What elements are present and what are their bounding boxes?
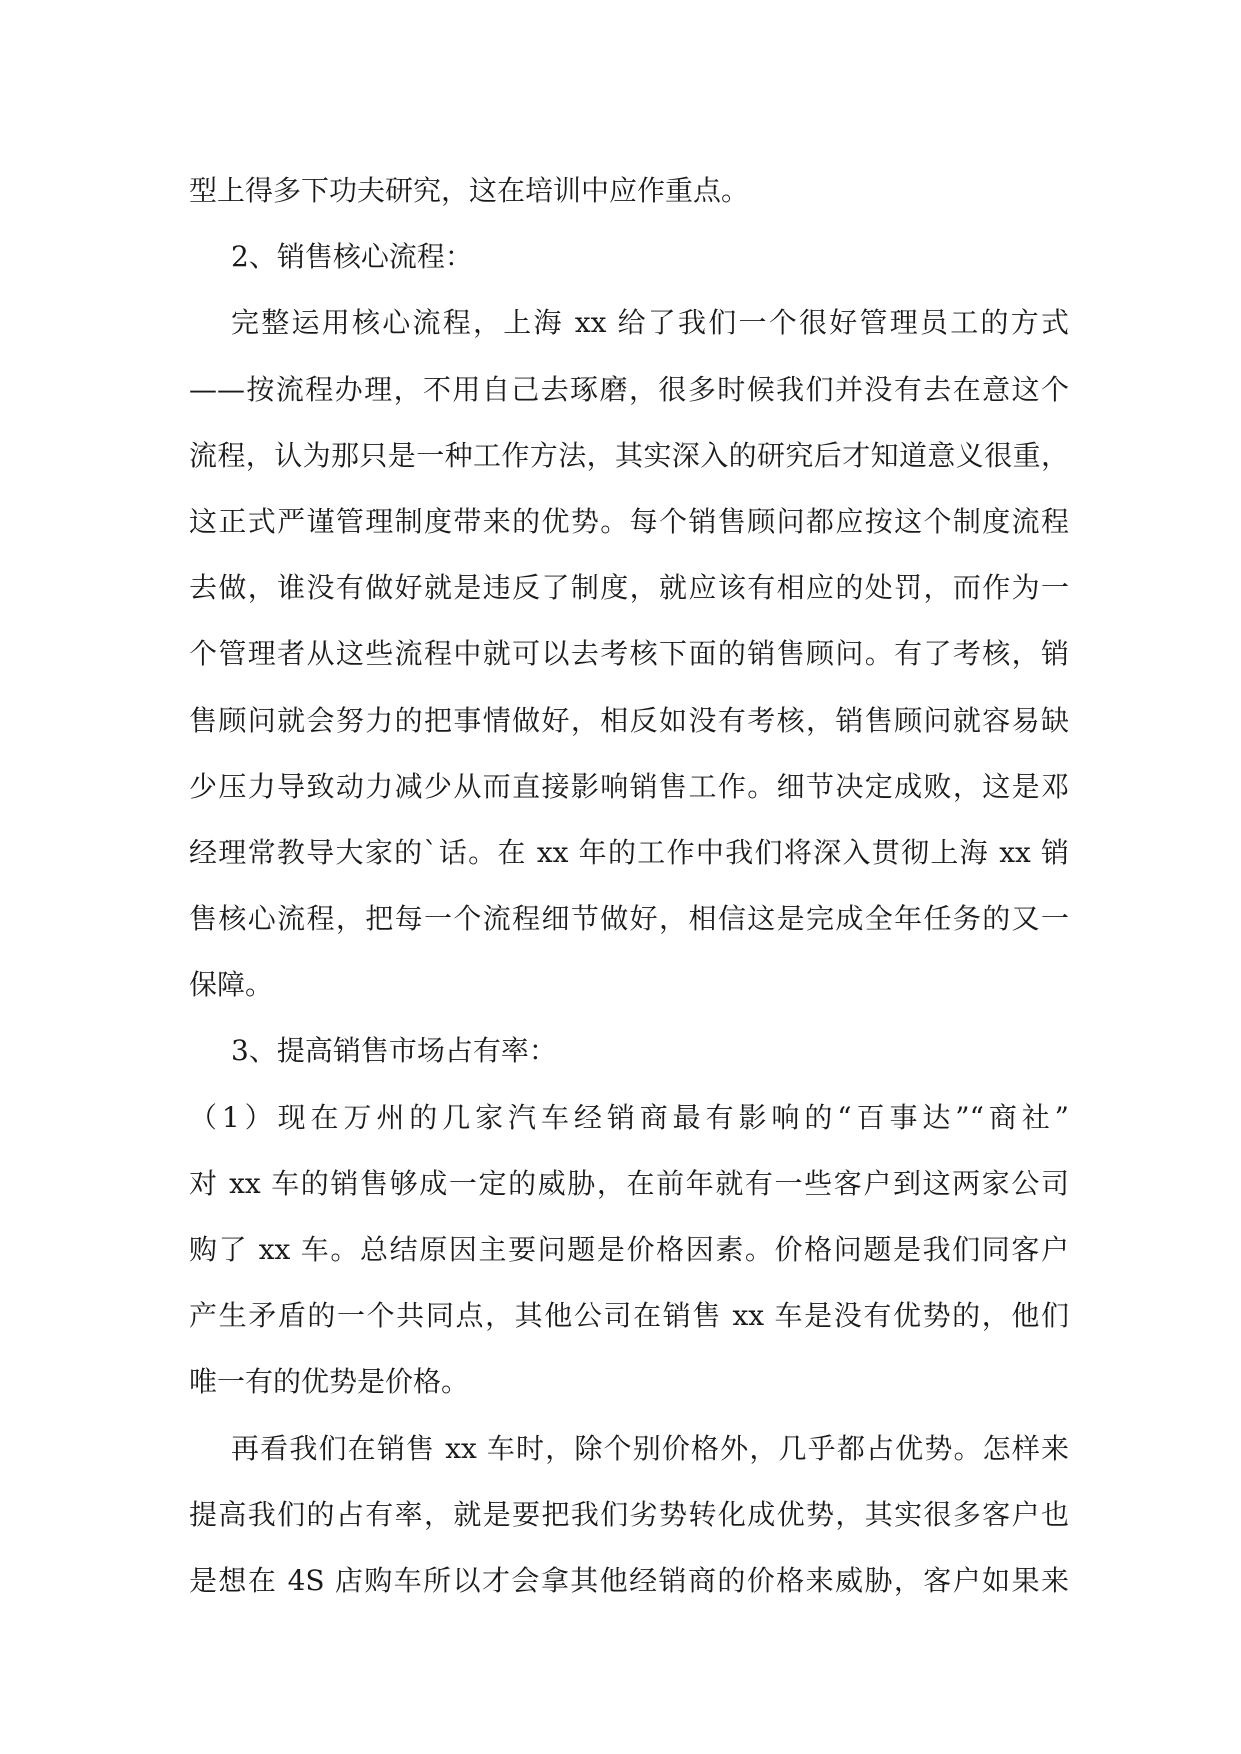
text-line: 是想在 4S 店购车所以才会拿其他经销商的价格来威胁，客户如果来 xyxy=(189,1563,1069,1597)
text-line: 流程，认为那只是一种工作方法，其实深入的研究后才知道意义很重， xyxy=(189,438,1069,472)
text-line: 保障。 xyxy=(189,968,274,1002)
text-line: 这正式严谨管理制度带来的优势。每个销售顾问都应按这个制度流程 xyxy=(189,504,1069,538)
text-line: 经理常教导大家的`话。在 xx 年的工作中我们将深入贯彻上海 xx 销 xyxy=(189,835,1069,869)
text-line: 售核心流程，把每一个流程细节做好，相信这是完成全年任务的又一 xyxy=(189,902,1069,936)
text-line: 唯一有的优势是价格。 xyxy=(189,1365,470,1399)
section-heading: 2、销售核心流程： xyxy=(231,240,473,274)
text-line: 产生矛盾的一个共同点，其他公司在销售 xx 车是没有优势的，他们 xyxy=(189,1299,1069,1333)
text-line: 购了 xx 车。总结原因主要问题是价格因素。价格问题是我们同客户 xyxy=(189,1233,1069,1266)
text-line: 再看我们在销售 xx 车时，除个别价格外，几乎都占优势。怎样来 xyxy=(231,1431,1069,1465)
text-line: 完整运用核心流程，上海 xx 给了我们一个很好管理员工的方式 xyxy=(231,306,1069,340)
text-line: 去做，谁没有做好就是违反了制度，就应该有相应的处罚，而作为一 xyxy=(189,571,1069,605)
text-line: 个管理者从这些流程中就可以去考核下面的销售顾问。有了考核，销 xyxy=(189,637,1069,671)
text-line: 售顾问就会努力的把事情做好，相反如没有考核，销售顾问就容易缺 xyxy=(189,703,1069,737)
text-line: 提高我们的占有率，就是要把我们劣势转化成优势，其实很多客户也 xyxy=(189,1497,1069,1531)
text-line: 型上得多下功夫研究，这在培训中应作重点。 xyxy=(189,174,750,207)
text-line: 少压力导致动力减少从而直接影响销售工作。细节决定成败，这是邓 xyxy=(189,769,1069,803)
body-text xyxy=(189,158,1069,1614)
text-line: ——按流程办理，不用自己去琢磨，很多时候我们并没有去在意这个 xyxy=(189,372,1069,406)
text-line: （1）现在万州的几家汽车经销商最有影响的“百事达”“商社” xyxy=(189,1100,1069,1134)
section-heading: 3、提高销售市场占有率： xyxy=(231,1034,557,1068)
text-line: 对 xx 车的销售够成一定的威胁，在前年就有一些客户到这两家公司 xyxy=(189,1166,1069,1200)
